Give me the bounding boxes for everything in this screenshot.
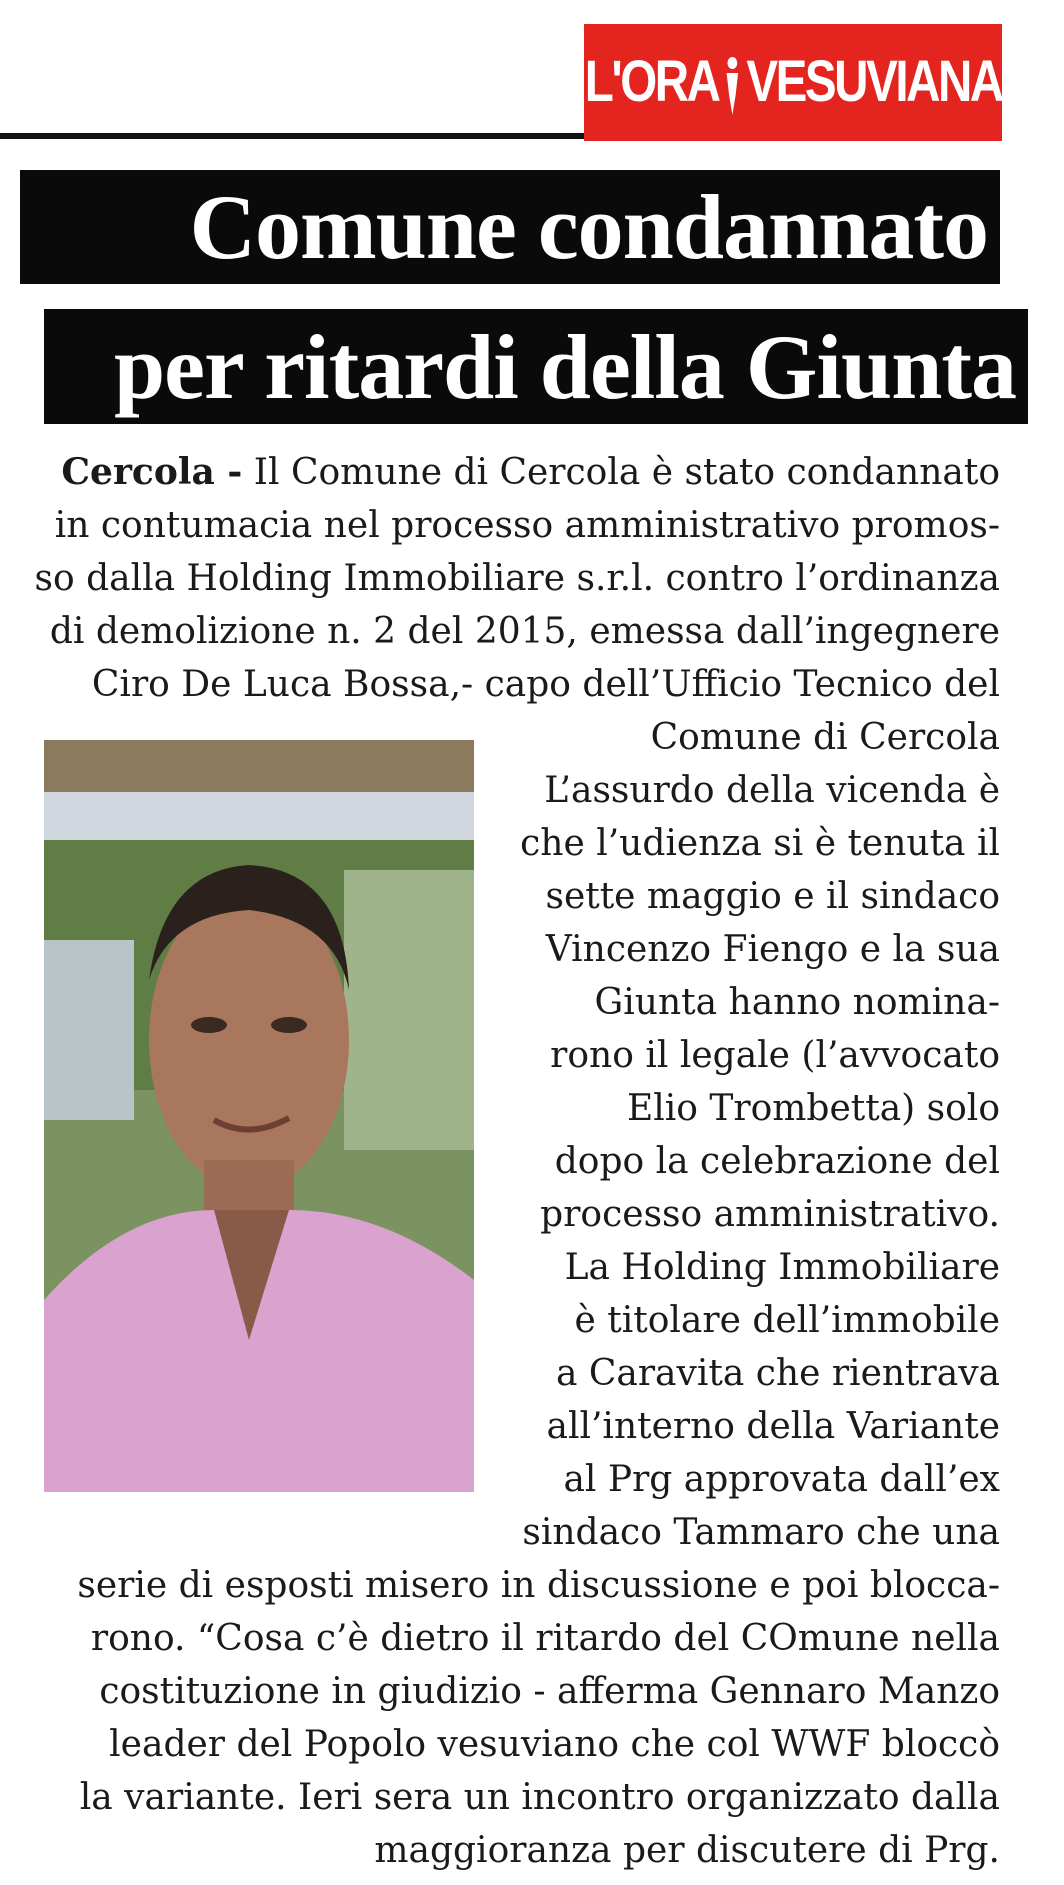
headline-line-1: [20, 170, 1000, 284]
article-line: che l’udienza si è tenuta il: [520, 823, 1000, 864]
article-line: rono. “Cosa c’è dietro il ritardo del COmune nella: [90, 1618, 1000, 1659]
article-line: dopo la celebrazione del: [554, 1141, 1000, 1182]
article-dateline: Cercola -: [61, 451, 243, 493]
article-line: in contumacia nel processo amministrativo promos-: [54, 505, 1000, 546]
article-line: Vincenzo Fiengo e la sua: [545, 929, 1000, 970]
article-line: La Holding Immobiliare: [564, 1247, 1000, 1288]
article-line: sette maggio e il sindaco: [545, 876, 1000, 917]
article-line: la variante. Ieri sera un incontro organizzato dalla: [79, 1777, 1000, 1818]
masthead-left-text: L'ORA: [584, 49, 719, 115]
article-line: Giunta hanno nomina-: [594, 982, 1000, 1023]
masthead-logo: [584, 24, 1002, 141]
article-line: Cercola - Il Comune di Cercola è stato condannato: [61, 451, 1000, 493]
article-line: di demolizione n. 2 del 2015, emessa dall’ingegnere: [49, 611, 1000, 652]
article-line: Elio Trombetta) solo: [626, 1088, 1000, 1129]
article-line: è titolare dell’immobile: [574, 1300, 1000, 1341]
article-line: Ciro De Luca Bossa,- capo dell’Ufficio Tecnico del: [91, 664, 1000, 705]
article-line: rono il legale (l’avvocato: [550, 1035, 1000, 1076]
headline-line-2: [44, 309, 1028, 424]
vesuvius-figure-icon: [723, 55, 741, 117]
headline-text-2: per ritardi della Giunta: [114, 315, 1016, 418]
article-line: L’assurdo della vicenda è: [544, 770, 1000, 811]
article-line: leader del Popolo vesuviano che col WWF bloccò: [109, 1724, 1000, 1765]
article-line: so dalla Holding Immobiliare s.r.l. contro l’ordinanza: [34, 558, 1000, 599]
article-line: serie di esposti misero in discussione e poi blocca-: [77, 1565, 1000, 1606]
top-rule: [0, 133, 584, 139]
article-line: al Prg approvata dall’ex: [563, 1459, 1000, 1500]
article-line: costituzione in giudizio - afferma Gennaro Manzo: [99, 1671, 1000, 1712]
article-line: all’interno della Variante: [546, 1406, 1000, 1447]
headline-text-1: Comune condannato: [189, 176, 988, 278]
article-line: maggioranza per discutere di Prg.: [374, 1830, 1000, 1871]
article-line: sindaco Tammaro che una: [522, 1512, 1000, 1553]
article-photo: [44, 740, 474, 1492]
article-line: a Caravita che rientrava: [555, 1353, 1000, 1394]
masthead-right-text: VESUVIANA: [746, 49, 1002, 115]
article-line: processo amministrativo.: [540, 1194, 1000, 1235]
article-line: Comune di Cercola: [650, 717, 1000, 758]
